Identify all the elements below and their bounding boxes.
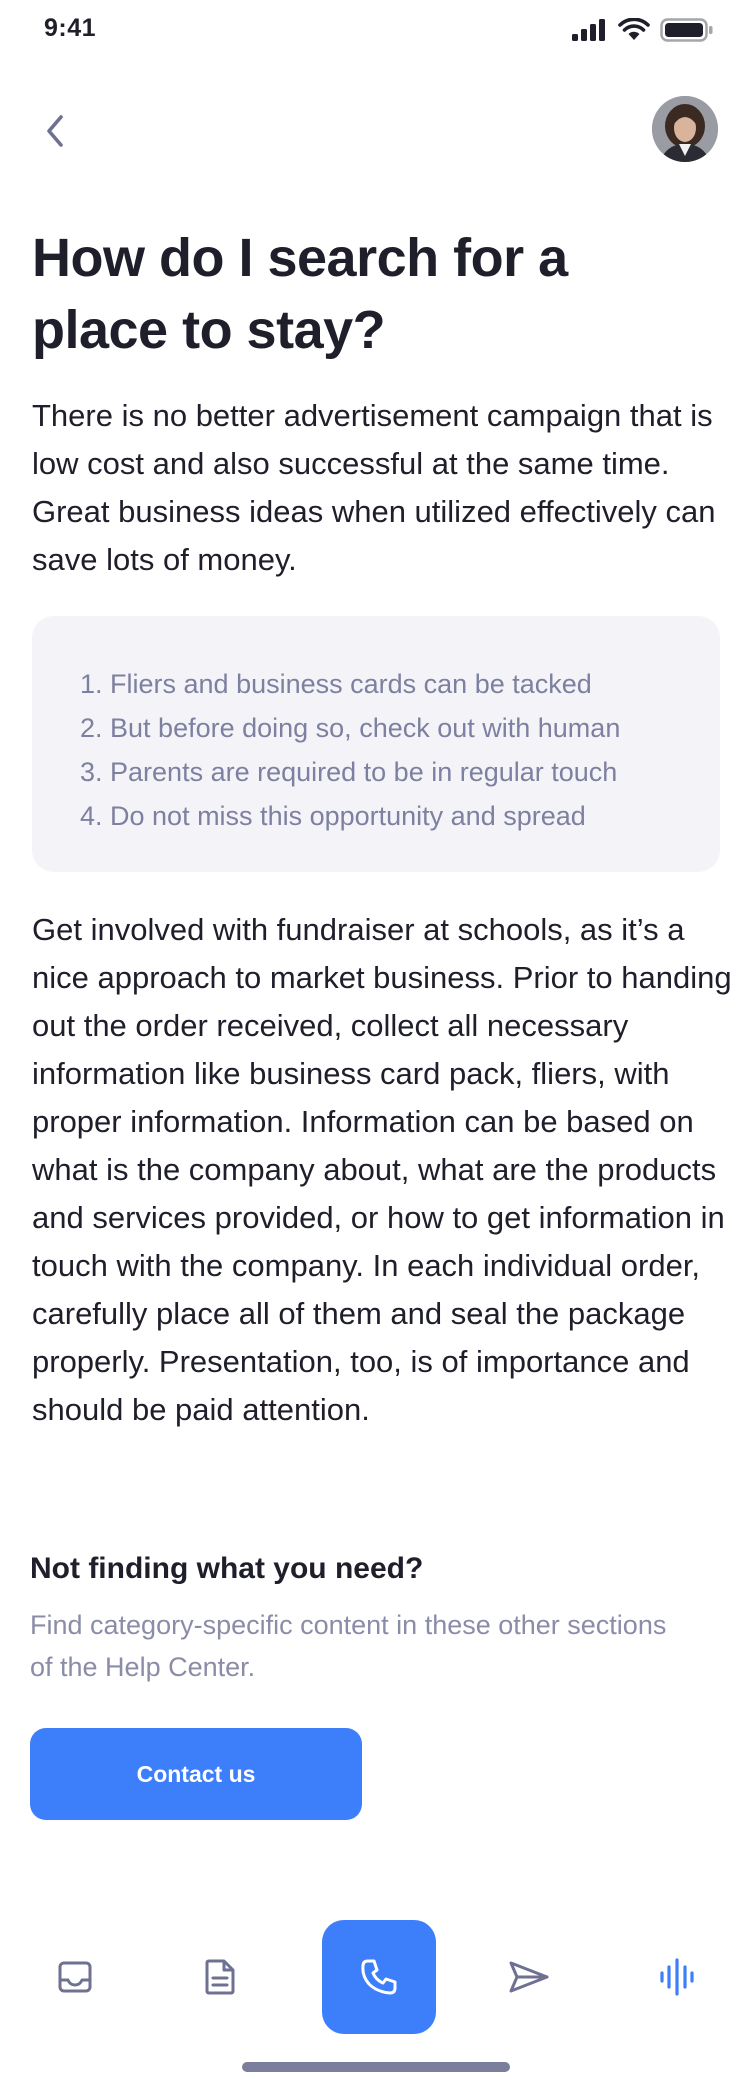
tab-send[interactable] — [472, 1920, 586, 2034]
help-heading: Not finding what you need? — [30, 1552, 424, 1585]
article-intro: There is no better advertisement campaign that is low cost and also successful at the same time. Great business ideas when utilized effectively can save lots of money. — [32, 398, 716, 577]
help-description: Find category-specific content in these other sections of the Help Center. — [30, 1610, 667, 1682]
battery-icon — [660, 18, 714, 42]
article-title: How do I search for a place to stay? — [32, 228, 568, 360]
status-bar — [0, 0, 750, 60]
status-time: 9:41 — [44, 14, 97, 42]
tab-inbox[interactable] — [18, 1920, 132, 2034]
phone-icon — [359, 1957, 399, 1997]
list-item: 4. Do not miss this opportunity and spread — [80, 801, 586, 831]
list-item: 3. Parents are required to be in regular touch — [80, 757, 618, 787]
list-item: 2. But before doing so, check out with human — [80, 713, 621, 743]
article-body: Get involved with fundraiser at schools, as it’s a nice approach to market business. Prior to handing out the order received, collect all necessary information like business card pack, fliers, with proper information. Information can be based on what is the company about, what are the products and services provided, or how to get information in touch with the company. In each individual order, carefully place all of them and seal the package properly. Presentation, too, is of importance and should be paid attention. — [32, 912, 732, 1427]
contact-us-button[interactable]: Contact us — [30, 1728, 362, 1820]
numbered-list-box — [32, 616, 720, 872]
send-icon — [508, 1960, 550, 1994]
status-icons — [572, 18, 714, 42]
chevron-left-icon — [44, 113, 66, 149]
tab-calls[interactable] — [322, 1920, 436, 2034]
back-button[interactable] — [30, 106, 80, 156]
cellular-signal-icon — [572, 19, 608, 41]
inbox-icon — [57, 1960, 93, 1994]
document-icon — [204, 1958, 236, 1996]
tab-documents[interactable] — [163, 1920, 277, 2034]
user-avatar-image — [652, 96, 718, 162]
voice-wave-icon — [659, 1957, 695, 1997]
home-indicator — [242, 2062, 510, 2072]
list-item: 1. Fliers and business cards can be tacked — [80, 669, 592, 699]
wifi-icon — [618, 18, 650, 42]
tab-voice[interactable] — [620, 1920, 734, 2034]
avatar[interactable] — [652, 96, 718, 162]
header — [0, 90, 750, 170]
bottom-tab-bar — [0, 1920, 750, 2034]
